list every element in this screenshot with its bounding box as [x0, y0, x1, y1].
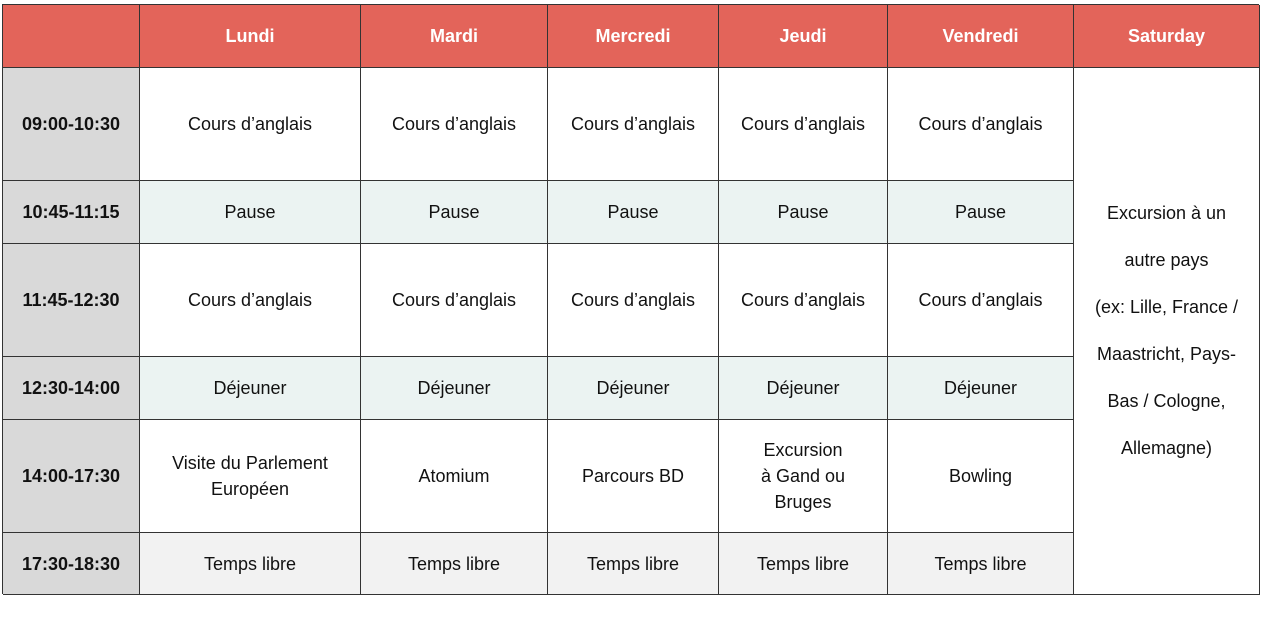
activity-cell: Pause [888, 181, 1074, 244]
activity-cell: Pause [361, 181, 548, 244]
activity-cell: Cours d’anglais [888, 244, 1074, 357]
activity-cell: Pause [140, 181, 361, 244]
activity-cell: Temps libre [719, 533, 888, 595]
activity-cell: Déjeuner [719, 357, 888, 420]
header-day-friday: Vendredi [888, 5, 1074, 68]
header-day-monday: Lundi [140, 5, 361, 68]
activity-cell: Cours d’anglais [548, 68, 719, 181]
activity-cell: Cours d’anglais [361, 68, 548, 181]
header-day-saturday: Saturday [1074, 5, 1260, 68]
header-day-wednesday: Mercredi [548, 5, 719, 68]
activity-cell: Cours d’anglais [719, 244, 888, 357]
time-slot: 12:30-14:00 [3, 357, 140, 420]
activity-cell: Visite du Parlement Européen [140, 420, 361, 533]
activity-cell: Atomium [361, 420, 548, 533]
activity-cell: Déjeuner [888, 357, 1074, 420]
time-slot: 14:00-17:30 [3, 420, 140, 533]
activity-cell: Pause [548, 181, 719, 244]
activity-cell: Cours d’anglais [548, 244, 719, 357]
activity-cell: Excursion à Gand ou Bruges [719, 420, 888, 533]
time-slot: 10:45-11:15 [3, 181, 140, 244]
activity-cell: Temps libre [548, 533, 719, 595]
time-slot: 11:45-12:30 [3, 244, 140, 357]
saturday-excursion-cell [1074, 68, 1260, 595]
header-corner [3, 5, 140, 68]
activity-cell: Bowling [888, 420, 1074, 533]
saturday-text: Excursion à un autre pays (ex: Lille, France / Maastricht, Pays- Bas / Cologne, Allemagne) [1094, 203, 1239, 458]
activity-cell: Temps libre [361, 533, 548, 595]
activity-cell: Parcours BD [548, 420, 719, 533]
activity-cell: Cours d’anglais [719, 68, 888, 181]
activity-cell: Pause [719, 181, 888, 244]
activity-cell: Cours d’anglais [140, 244, 361, 357]
activity-cell: Cours d’anglais [888, 68, 1074, 181]
activity-cell: Déjeuner [140, 357, 361, 420]
time-slot: 17:30-18:30 [3, 533, 140, 595]
activity-cell: Déjeuner [361, 357, 548, 420]
header-day-tuesday: Mardi [361, 5, 548, 68]
activity-cell: Cours d’anglais [140, 68, 361, 181]
time-slot: 09:00-10:30 [3, 68, 140, 181]
activity-cell: Cours d’anglais [361, 244, 548, 357]
header-day-thursday: Jeudi [719, 5, 888, 68]
activity-cell: Déjeuner [548, 357, 719, 420]
schedule-table [2, 4, 1259, 594]
activity-cell: Temps libre [140, 533, 361, 595]
activity-cell: Temps libre [888, 533, 1074, 595]
